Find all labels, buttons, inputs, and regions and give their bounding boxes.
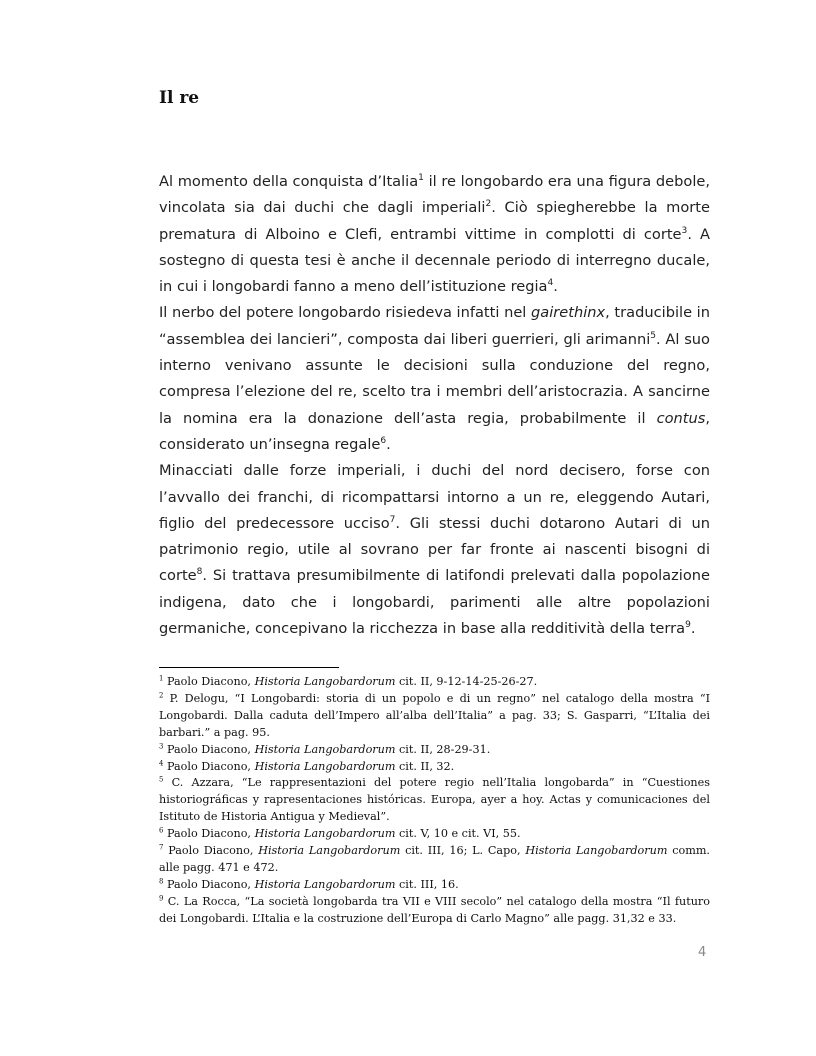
paragraph-2: Il nerbo del potere longobardo risiedeva infatti nel gairethinx, traducibile in “assemblea dei lancieri”, composta dai liberi guerrieri, gli arimanni$^5$. Al suo interno venivano assunte le decisioni sulla conduzione del regno, compresa l’elezione del re, scelto tra i membri dell’aristocrazia. A sancirne la nomina era la donazione dell’asta regia, probabilmente il contus, considerato un’insegna regale$^6$. — [159, 304, 710, 453]
footnote-4: $^4$ Paolo Diacono, Historia Langobardorum cit. II, 32. — [159, 758, 455, 773]
footnote-1: $^1$ Paolo Diacono, Historia Langobardorum cit. II, 9-12-14-25-26-27. — [159, 674, 538, 688]
footnote-ref-5[interactable]: 5 — [650, 330, 657, 341]
footnote-6: $^6$ Paolo Diacono, Historia Langobardorum cit. V, 10 e cit. VI, 55. — [159, 826, 521, 841]
body-text — [159, 169, 710, 642]
paragraph-3: Minacciati dalle forze imperiali, i duchi del nord decisero, forse con l’avvallo dei franchi, di ricompattarsi intorno a un re, eleggendo Autari, figlio del predecessore ucciso$^7$. Gli stessi duchi dotarono Autari di un patrimonio regio, utile al sovrano per far fronte ai nascenti bisogni di corte$^8$. Si trattava presumibilmente di latifondi prelevati dalla popolazione indigena, dato che i longobardi, parimenti alle altre popolazioni germaniche, concepivano la ricchezza in base alla redditività della terra$^9$. — [159, 462, 710, 638]
footnote-ref-7[interactable]: 7 — [389, 515, 396, 525]
footnote-2: $^2$ P. Delogu, “I Longobardi: storia di un popolo e di un regno” nel catalogo della mostra “I Longobardi. Dalla caduta dell’Impero all’alba dell’Italia” a pag. 33; S. Gasparri, “L’Italia dei barbari.” a pag. 95. — [159, 691, 710, 739]
footnote-ref-2[interactable]: 2 — [485, 199, 492, 210]
footnote-ref-3[interactable]: 3 — [681, 225, 688, 236]
footnote-ref-1[interactable]: 1 — [418, 173, 424, 184]
footnote-9: $^9$ C. La Rocca, “La società longobarda tra VII e VIII secolo” nel catalogo della mostra “Il futuro dei Longobardi. L’Italia e la costruzione dell’Europa di Carlo Magno” alle pagg. 31,32 e 33. — [159, 894, 710, 925]
footnote-ref-8[interactable]: 8 — [196, 567, 203, 578]
footnote-7: $^7$ Paolo Diacono, Historia Langobardorum cit. III, 16; L. Capo, Historia Langobardorum comm. alle pagg. 471 e 472. — [159, 843, 710, 874]
footnote-separator — [159, 667, 339, 668]
footnote-ref-4[interactable]: 4 — [547, 278, 554, 289]
footnotes — [159, 674, 710, 928]
footnote-ref-9[interactable]: 9 — [685, 620, 691, 631]
footnote-ref-6[interactable]: 6 — [380, 436, 387, 447]
section-heading: Il re — [159, 88, 200, 108]
footnote-5: $^5$ C. Azzara, “Le rappresentazioni del potere regio nell’Italia longobarda” in “Cuestiones historiográficas y rapresentaciones históricas. Europa, ayer a hoy. Actas y comunicaciones del Istituto de Historia Antigua y Medieval”. — [159, 775, 710, 824]
footnote-8: $^8$ Paolo Diacono, Historia Langobardorum cit. III, 16. — [159, 877, 459, 891]
page-number: 4 — [698, 945, 707, 960]
footnote-3: $^3$ Paolo Diacono, Historia Langobardorum cit. II, 28-29-31. — [159, 741, 491, 756]
paragraph-1: Al momento della conquista d’Italia$^1$ il re longobardo era una figura debole, vincolata sia dai duchi che dagli imperiali$^2$. Ciò spiegherebbe la morte prematura di Alboino e Clefi, entrambi vittime in complotti di corte$^3$. A sostegno di questa tesi è anche il decennale periodo di interregno ducale, in cui i longobardi fanno a meno dell’istituzione regia$^4$. — [159, 173, 711, 296]
